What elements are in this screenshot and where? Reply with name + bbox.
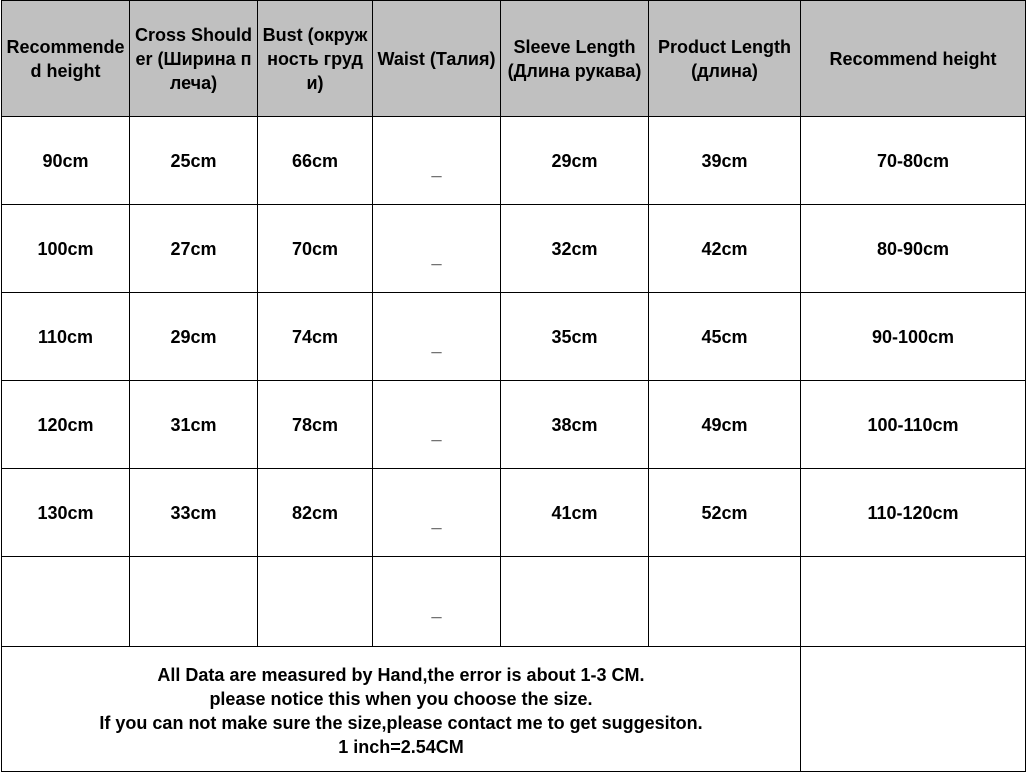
cell-length: 52cm [649, 469, 801, 557]
cell-length: 42cm [649, 205, 801, 293]
size-chart-table [1, 0, 1026, 772]
cell-waist [373, 381, 501, 469]
waist-value: _ [431, 422, 442, 443]
waist-value: _ [431, 510, 442, 531]
note-line: If you can not make sure the size,please contact me to get suggesiton. [99, 713, 703, 733]
note-line: 1 inch=2.54CM [338, 737, 464, 757]
waist-value: _ [431, 246, 442, 267]
cell-length: 49cm [649, 381, 801, 469]
measurement-note [2, 647, 801, 772]
note-empty-cell [801, 647, 1026, 772]
cell-sleeve [501, 557, 649, 647]
cell-waist [373, 117, 501, 205]
table-row [2, 205, 1026, 293]
cell-shoulder [130, 557, 258, 647]
waist-value: _ [431, 158, 442, 179]
cell-recommend-height [801, 557, 1026, 647]
cell-sleeve: 41cm [501, 469, 649, 557]
cell-shoulder: 25cm [130, 117, 258, 205]
header-recommended-height: Recommended height [2, 1, 130, 117]
waist-value: _ [431, 599, 442, 620]
cell-height [2, 557, 130, 647]
cell-bust [258, 557, 373, 647]
table-row [2, 469, 1026, 557]
cell-height: 100cm [2, 205, 130, 293]
header-sleeve-length: Sleeve Length (Длина рукава) [501, 1, 649, 117]
header-cross-shoulder: Cross Shoulder (Ширина плеча) [130, 1, 258, 117]
cell-sleeve: 38cm [501, 381, 649, 469]
table-row [2, 117, 1026, 205]
note-line: please notice this when you choose the size. [209, 689, 593, 709]
cell-bust: 78cm [258, 381, 373, 469]
waist-value: _ [431, 334, 442, 355]
cell-sleeve: 32cm [501, 205, 649, 293]
cell-length: 39cm [649, 117, 801, 205]
cell-height: 90cm [2, 117, 130, 205]
cell-recommend-height: 110-120cm [801, 469, 1026, 557]
cell-waist [373, 469, 501, 557]
cell-sleeve: 35cm [501, 293, 649, 381]
measurement-note-row [2, 647, 1026, 772]
cell-bust: 82cm [258, 469, 373, 557]
cell-height: 120cm [2, 381, 130, 469]
cell-height: 130cm [2, 469, 130, 557]
cell-recommend-height: 70-80cm [801, 117, 1026, 205]
cell-height: 110cm [2, 293, 130, 381]
cell-bust: 74cm [258, 293, 373, 381]
cell-shoulder: 27cm [130, 205, 258, 293]
cell-recommend-height: 80-90cm [801, 205, 1026, 293]
cell-shoulder: 29cm [130, 293, 258, 381]
cell-waist [373, 293, 501, 381]
cell-bust: 70cm [258, 205, 373, 293]
cell-length: 45cm [649, 293, 801, 381]
cell-shoulder: 33cm [130, 469, 258, 557]
header-bust: Bust (окружность груди) [258, 1, 373, 117]
table-row [2, 557, 1026, 647]
cell-waist [373, 557, 501, 647]
note-line: All Data are measured by Hand,the error is about 1-3 CM. [157, 665, 645, 685]
table-row [2, 293, 1026, 381]
cell-bust: 66cm [258, 117, 373, 205]
header-waist: Waist (Талия) [373, 1, 501, 117]
header-recommend-height: Recommend height [801, 1, 1026, 117]
table-row [2, 381, 1026, 469]
header-row [2, 1, 1026, 117]
cell-recommend-height: 100-110cm [801, 381, 1026, 469]
cell-length [649, 557, 801, 647]
header-product-length: Product Length (длина) [649, 1, 801, 117]
cell-waist [373, 205, 501, 293]
cell-recommend-height: 90-100cm [801, 293, 1026, 381]
cell-sleeve: 29cm [501, 117, 649, 205]
cell-shoulder: 31cm [130, 381, 258, 469]
